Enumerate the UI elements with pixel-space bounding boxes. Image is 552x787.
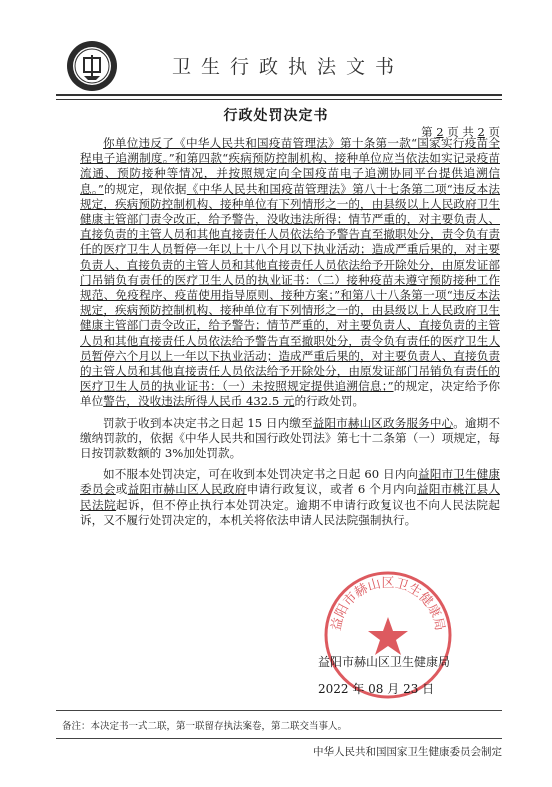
paragraph-payment — [80, 416, 500, 462]
text-run: 益阳市赫山区政务服务中心 — [312, 415, 454, 430]
footer-note: 备注：本决定书一式二联，第一联留存执法案卷，第二联交当事人。 — [62, 721, 348, 732]
document-title: 行政处罚决定书 — [223, 108, 329, 124]
text-run: 如不服本处罚决定，可在收到本处罚决定书之日起 60 日内向 — [103, 467, 419, 482]
paragraph-violation — [80, 136, 500, 410]
text-run: 申请行政复议，或者 6 个月内向 — [246, 482, 417, 497]
page-prefix: 第 — [421, 125, 433, 139]
text-run: 的规定，决定给予你单位 — [80, 379, 500, 409]
seal-text: 益阳市赫山区卫生健康局 — [328, 576, 448, 633]
decision-body — [80, 136, 500, 528]
page-middle: 页 共 — [447, 125, 474, 139]
text-run: 《中华人民共和国疫苗管理法》第八十七条第二项“违反本法规定，疾病预防控制机构、接种单位有下列情形之一的，由县级以上人民政府卫生健康主管部门责令改正，给予警告，没收违法所得；情节严重的，对主要负责人、直接负责的主管人员和其他直接责任人员依法给予警告直至撤职处分，责令负有责任的医疗卫生人员暂停一年以上十八个月以下执业活动；造成严重后果的，对主要负责人、直接负责的主管人员和其他直接责任人员依法给予开除处分，由原发证部门吊销负有责任的医疗卫生人员的执业证书：（二）接种疫苗未遵守预防接种工作规范、免疫程序、疫苗使用指导原则、接种方案；”和第八十八条第一项“违反本法规定，疾病预防控制机构、接种单位有下列情形之一的，由县级以上人民政府卫生健康主管部门责令改正，给予警告；情节严重的，对主要负责人、直接负责的主管人员和其他直接责任人员依法给予警告直至撤职处分，责令负有责任的医疗卫生人员暂停六个月以上一年以下执业活动；造成严重后果的，对主要负责人、直接负责的主管人员和其他直接责任人员依法给予开除处分，由原发证部门吊销负有责任的医疗卫生人员的执业证书：（一）未按照规定提供追溯信息；” — [80, 181, 500, 394]
text-run: 益阳市赫山区人民政府 — [127, 482, 247, 497]
text-run: 起诉，但不停止执行本处罚决定。逾期不申请行政复议也不向人民法院起诉，又不履行处罚决定的，本机关将依法申请人民法院强制执行。 — [80, 497, 500, 527]
issuing-authority: 益阳市赫山区卫生健康局 — [318, 655, 451, 669]
text-run: 罚款于收到本决定书之日起 15 日内缴至 — [103, 415, 313, 430]
header-title: 卫生行政执法文书 — [172, 56, 405, 78]
health-supervision-emblem-icon — [66, 40, 118, 92]
page-current: 2 — [436, 125, 444, 139]
page-total: 2 — [477, 125, 485, 139]
text-run: 或 — [115, 482, 128, 497]
text-run: 警告，没收违法所得人民币 432.5 元 — [103, 394, 295, 409]
svg-text:益阳市赫山区卫生健康局 — [329, 576, 447, 632]
text-run: 的规定，现依据 — [103, 181, 187, 196]
header-divider — [56, 94, 502, 100]
text-run: 益阳市桃江县人民法院 — [80, 482, 500, 512]
text-run: 的行政处罚。 — [294, 394, 365, 409]
text-run: 益阳市卫生健康委员会 — [80, 467, 500, 497]
form-maker: 中华人民共和国国家卫生健康委员会制定 — [313, 746, 502, 758]
text-run: 你单位违反了《中华人民共和国疫苗管理法》第十条第一款“国家实行疫苗全程电子追溯制度。”和第四款“疾病预防控制机构、接种单位应当依法如实记录疫苗流通、预防接种等情况，并按照规定向全国疫苗电子追溯协同平台提供追溯信息。” — [80, 136, 500, 196]
footer-divider-bottom — [56, 738, 502, 739]
paragraph-appeal — [80, 467, 500, 528]
text-run: 。逾期不缴纳罚款的，依据《中华人民共和国行政处罚法》第七十二条第（一）项规定，每日按罚款数额的 3%加处罚款。 — [80, 415, 500, 461]
page-suffix: 页 — [488, 125, 500, 139]
issue-date: 2022 年 08 月 23 日 — [318, 682, 435, 696]
footer-divider — [56, 710, 502, 711]
